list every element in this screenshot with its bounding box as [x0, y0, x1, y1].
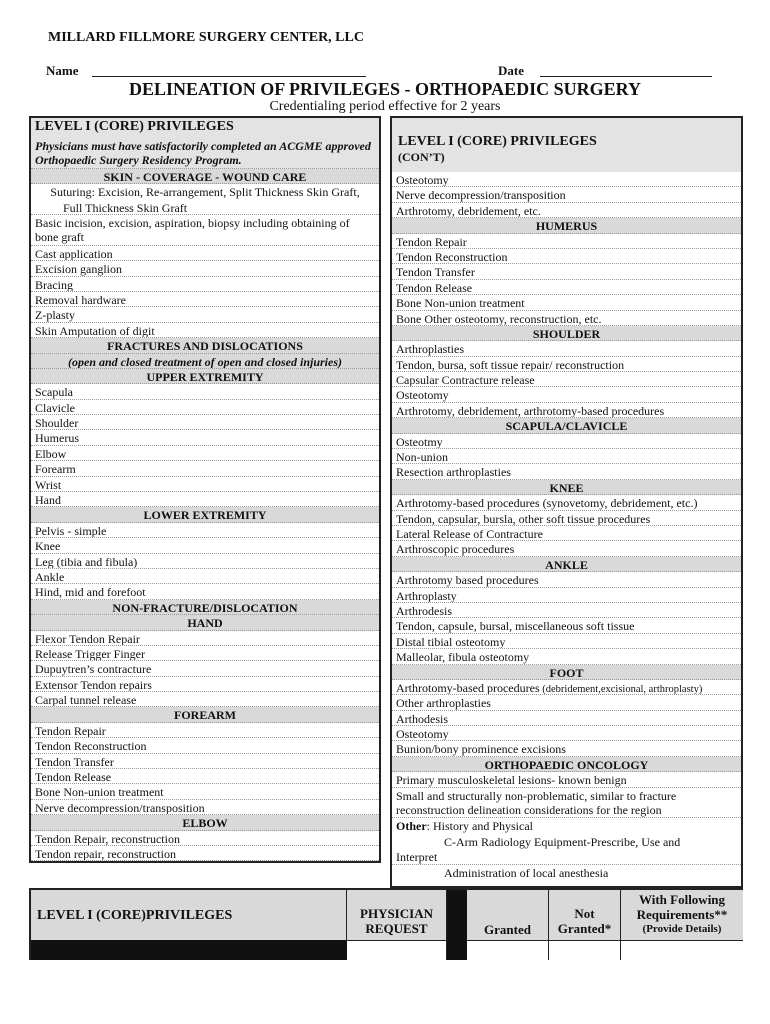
list-item: Tendon Transfer	[31, 754, 379, 769]
carm-row: C-Arm Radiology Equipment-Prescribe, Use and	[444, 834, 681, 849]
list-item: Ankle	[31, 569, 379, 584]
list-item: Arthroplasties	[392, 341, 741, 356]
request-table-label: LEVEL I (CORE)PRIVILEGES	[31, 890, 347, 940]
list-item: Osteotomy	[392, 726, 741, 741]
list-item: Flexor Tendon Repair	[31, 631, 379, 646]
list-item: Elbow	[31, 446, 379, 461]
list-item: Primary musculoskeletal lesions- known benign	[392, 772, 741, 787]
list-item: Suturing: Excision, Re-arrangement, Split Thickness Skin Graft,	[50, 185, 360, 200]
list-item: Bunion/bony prominence excisions	[392, 741, 741, 756]
requirements-cell[interactable]	[621, 940, 743, 960]
list-item: Release Trigger Finger	[31, 646, 379, 661]
list-item: Forearm	[31, 461, 379, 476]
interpret-row: Interpret	[392, 849, 741, 864]
section-fractures-note: (open and closed treatment of open and closed injuries)	[31, 354, 379, 369]
list-item: Hind, mid and forefoot	[31, 584, 379, 599]
list-item: Malleolar, fibula osteotomy	[392, 649, 741, 664]
list-item: Z-plasty	[31, 307, 379, 322]
list-item: Bone Non-union treatment	[392, 295, 741, 310]
left-privileges-column	[29, 116, 381, 863]
right-cont-label: (CON’T)	[398, 150, 445, 164]
foot-first-detail: (debridement,excisional, arthroplasty)	[539, 683, 703, 695]
right-level-heading: LEVEL I (CORE) PRIVILEGES	[398, 134, 597, 149]
list-item: Humerus	[31, 430, 379, 445]
section-lower-extremity: LOWER EXTREMITY	[31, 507, 379, 522]
granted-cell[interactable]	[467, 940, 549, 960]
list-item: Lateral Release of Contracture	[392, 526, 741, 541]
list-item: Removal hardware	[31, 292, 379, 307]
blacked-out-cell	[31, 940, 347, 960]
anesthesia-row: Administration of local anesthesia	[444, 865, 609, 880]
list-item: Tendon, capsular, bursla, other soft tissue procedures	[392, 511, 741, 526]
physician-request-header	[347, 890, 447, 940]
list-item: Tendon, bursa, soft tissue repair/ reconstruction	[392, 357, 741, 372]
list-item: Tendon Transfer	[392, 264, 741, 279]
list-item: Tendon, capsule, bursal, miscellaneous soft tissue	[392, 618, 741, 633]
residency-requirement: Physicians must have satisfactorily completed an ACGME approved Orthopaedic Surgery Residency Program.	[31, 138, 379, 169]
list-item: Osteotomy	[392, 172, 741, 187]
list-item: Wrist	[31, 477, 379, 492]
not-granted-header	[549, 890, 621, 940]
section-elbow: ELBOW	[31, 815, 379, 830]
other-row	[392, 818, 741, 833]
list-item: Pelvis - simple	[31, 523, 379, 538]
list-item: Capsular Contracture release	[392, 372, 741, 387]
list-item: Dupuytren’s contracture	[31, 661, 379, 676]
not-granted-line2: Granted*	[557, 921, 612, 936]
list-item: Carpal tunnel release	[31, 692, 379, 707]
list-item: Tendon Reconstruction	[31, 738, 379, 753]
separator	[447, 890, 467, 960]
physician-request-cell[interactable]	[347, 940, 447, 960]
list-item: Arthrotomy-based procedures (synovetomy, debridement, etc.)	[392, 495, 741, 510]
list-item: Other arthroplasties	[392, 695, 741, 710]
section-scapula: SCAPULA/CLAVICLE	[392, 418, 741, 433]
section-skin: SKIN - COVERAGE - WOUND CARE	[31, 169, 379, 184]
section-ankle: ANKLE	[392, 557, 741, 572]
name-field[interactable]	[92, 76, 366, 77]
section-humerus: HUMERUS	[392, 218, 741, 233]
list-item: Nerve decompression/transposition	[392, 187, 741, 202]
right-privileges-column	[390, 116, 743, 888]
list-item: Full Thickness Skin Graft	[31, 200, 379, 215]
section-hand: HAND	[31, 615, 379, 630]
list-item: Distal tibial osteotomy	[392, 634, 741, 649]
granted-header: Granted	[467, 890, 549, 940]
org-name: MILLARD FILLMORE SURGERY CENTER, LLC	[48, 30, 364, 45]
list-item: Extensor Tendon repairs	[31, 677, 379, 692]
list-item	[392, 680, 741, 695]
right-level-block	[392, 118, 741, 172]
list-item: Arthrotomy, debridement, arthrotomy-based procedures	[392, 403, 741, 418]
list-item: Bone Other osteotomy, reconstruction, etc.	[392, 311, 741, 326]
list-item: Arthrotomy, debridement, etc.	[392, 203, 741, 218]
section-foot: FOOT	[392, 665, 741, 680]
list-item: Non-union	[392, 449, 741, 464]
list-item: Osteotmy	[392, 434, 741, 449]
list-item: Basic incision, excision, aspiration, biopsy including obtaining of bone graft	[31, 215, 379, 246]
list-item: Tendon Repair, reconstruction	[31, 831, 379, 846]
list-item: Leg (tibia and fibula)	[31, 554, 379, 569]
other-text: : History and Physical	[426, 819, 533, 834]
date-field[interactable]	[540, 76, 712, 77]
list-item: Knee	[31, 538, 379, 553]
section-knee: KNEE	[392, 480, 741, 495]
list-item: Skin Amputation of digit	[31, 323, 379, 338]
list-item: Osteotomy	[392, 387, 741, 402]
list-item: Arthroplasty	[392, 588, 741, 603]
list-item: Arthroscopic procedures	[392, 541, 741, 556]
requirements-line2: Requirements**	[636, 907, 728, 922]
list-item: Tendon Reconstruction	[392, 249, 741, 264]
list-item: Tendon Repair	[31, 723, 379, 738]
section-fractures: FRACTURES AND DISLOCATIONS	[31, 338, 379, 353]
list-item: Excision ganglion	[31, 261, 379, 276]
list-item: Tendon Release	[392, 280, 741, 295]
name-label: Name	[46, 63, 79, 78]
section-oncology: ORTHOPAEDIC ONCOLOGY	[392, 757, 741, 772]
list-item: Tendon Release	[31, 769, 379, 784]
list-item: Nerve decompression/transposition	[31, 800, 379, 815]
list-item: Bracing	[31, 277, 379, 292]
other-label: Other	[396, 819, 427, 834]
page-subtitle: Credentialing period effective for 2 years	[269, 99, 501, 114]
not-granted-cell[interactable]	[549, 940, 621, 960]
page-title: DELINEATION OF PRIVILEGES - ORTHOPAEDIC SURGERY	[129, 79, 641, 99]
requirements-line3: (Provide Details)	[642, 923, 722, 935]
list-item: Cast application	[31, 246, 379, 261]
physician-request-line1: PHYSICIAN	[360, 906, 433, 921]
list-item: Tendon repair, reconstruction	[31, 846, 379, 861]
list-item: Scapula	[31, 384, 379, 399]
list-item: Arthrotomy based procedures	[392, 572, 741, 587]
list-item: Tendon Repair	[392, 234, 741, 249]
list-item: Resection arthroplasties	[392, 464, 741, 479]
list-item: Shoulder	[31, 415, 379, 430]
physician-request-line2: REQUEST	[365, 921, 428, 936]
date-label: Date	[498, 63, 524, 78]
list-item: Small and structurally non-problematic, similar to fracture reconstruction delineation considerations for the region	[392, 788, 741, 819]
list-item: Clavicle	[31, 400, 379, 415]
section-upper-extremity: UPPER EXTREMITY	[31, 369, 379, 384]
not-granted-line1: Not	[574, 906, 595, 921]
request-table	[29, 888, 743, 960]
requirements-line1: With Following	[638, 892, 726, 907]
section-non-fracture: NON-FRACTURE/DISLOCATION	[31, 600, 379, 615]
foot-first-label: Arthrotomy-based procedures	[396, 680, 540, 695]
requirements-header	[621, 890, 743, 940]
list-item: Bone Non-union treatment	[31, 784, 379, 799]
section-shoulder: SHOULDER	[392, 326, 741, 341]
left-level-heading: LEVEL I (CORE) PRIVILEGES	[31, 118, 379, 138]
list-item: Hand	[31, 492, 379, 507]
list-item: Arthodesis	[392, 711, 741, 726]
section-forearm: FOREARM	[31, 707, 379, 722]
list-item: Arthrodesis	[392, 603, 741, 618]
